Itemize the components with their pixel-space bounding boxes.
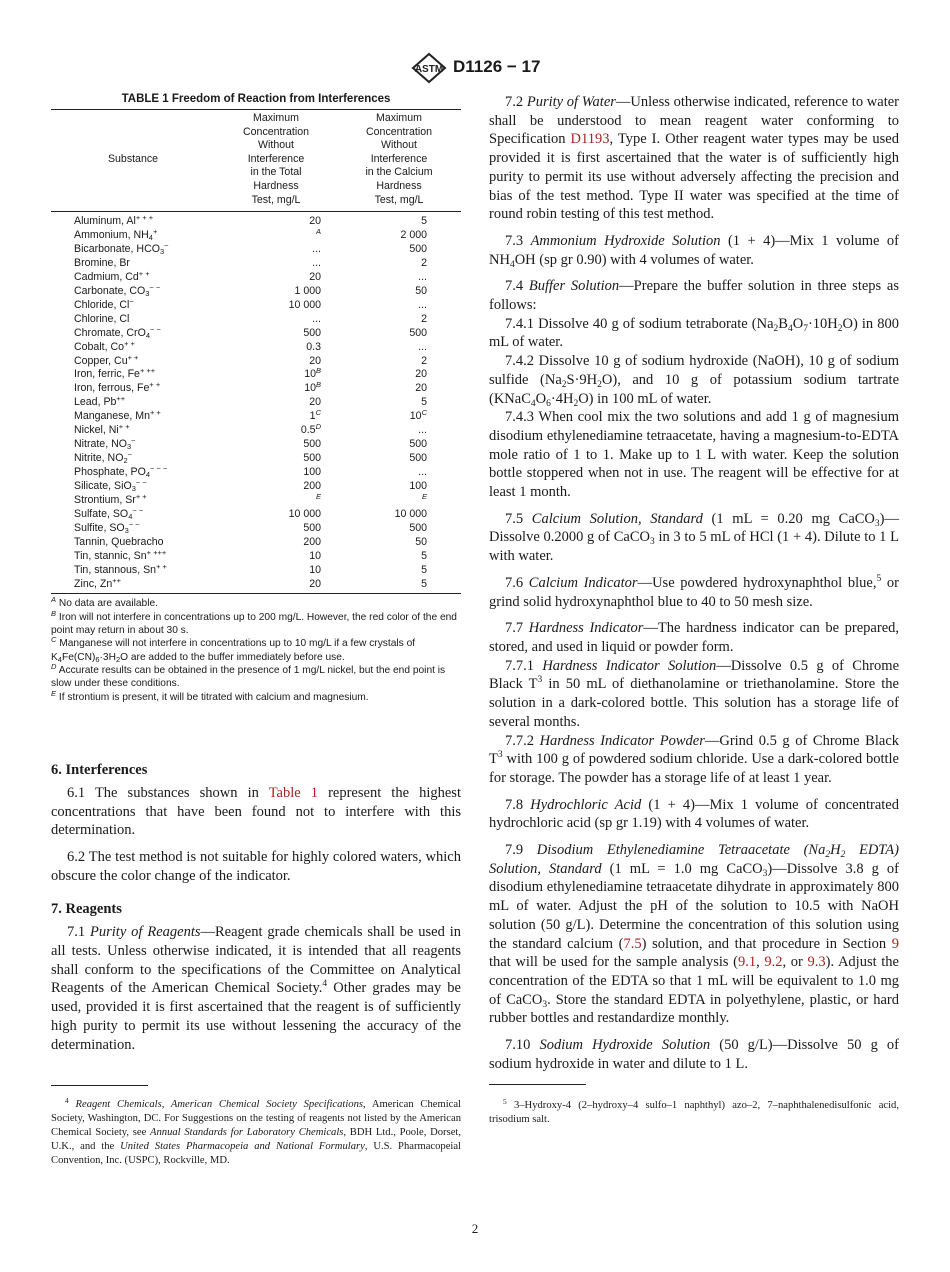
header-line: Concentration	[243, 125, 309, 138]
footnote-5: $^5$ 3–Hydroxy-4 (2–hydroxy–4 sulfo–1 naphthyl) azo–2, 7–naphthalenedisulfonic acid, trisodium salt.	[489, 1097, 899, 1126]
header-line: Test, mg/L	[374, 193, 424, 206]
cell-calcium: ...	[418, 340, 427, 353]
para-7-4-2: 7.4.2 Dissolve 10 g of sodium hydroxide (NaOH), 10 g of sodium sulfide $(Na_2S\cdot 9H_2O)$, and 10 g of potassium sodium tartrate $(KNaC_4O_6\cdot 4H_2O)$ in 100 mL of water.	[489, 353, 900, 409]
table-row	[51, 505, 461, 522]
para-7-2: 7.2 Purity of Water—Unless otherwise indicated, reference to water shall be understood to mean reagent water conforming to Specification D1193, Type I. Other reagent water types may be used provided it is first ascertained that the water is of sufficiently high purity to permit its use without adversely affecting the precision and bias of the test method. Type II water was specified at the time of round robin testing of this test method.	[489, 94, 899, 223]
cell-calcium: 50	[415, 284, 427, 297]
header-line: Hardness	[253, 179, 299, 192]
cell-calcium: 5	[421, 563, 427, 576]
cell-total: 10	[309, 563, 321, 576]
cell-calcium: 5	[421, 215, 427, 228]
cell-calcium: 50	[415, 535, 427, 548]
ref-9-2-link[interactable]: 9.2	[764, 954, 783, 971]
header-line: Maximum	[253, 112, 299, 124]
cell-total: ...	[312, 256, 321, 269]
cell-total: 20	[309, 396, 321, 409]
left-column	[51, 93, 461, 1168]
astm-logo-icon	[409, 52, 449, 84]
cell-substance: Chromate, CrO$_4$− −	[74, 324, 161, 340]
cell-calcium: ...	[418, 270, 427, 283]
para-7-10: 7.10 Sodium Hydroxide Solution (50 g/L)—Dissolve 50 g of sodium hydroxide in water and dilute to 1 L.	[489, 1037, 899, 1072]
cell-total: 20	[309, 270, 321, 283]
para-7-5: 7.5 Calcium Solution, Standard (1 mL = 0.20 mg CaCO$_3$)—Dissolve 0.2000 g of CaCO$_3$ in 3 to 5 mL of HCl (1 + 4). Dilute to 1 L with water.	[489, 510, 899, 565]
table-note-c: $^C$ Manganese will not interfere in concentrations up to 10 mg/L if a few crystals of $K_4Fe(CN)_6\cdot 3H_2O$ are added to the buffer immediately before use.	[51, 635, 416, 664]
cell-calcium: 100	[409, 479, 427, 492]
cell-calcium: 500	[409, 326, 427, 339]
table-row	[51, 452, 461, 466]
ref-section-9-link[interactable]: 9	[891, 935, 899, 952]
cell-total: 1$^C$	[309, 408, 321, 423]
cell-calcium: 2	[421, 256, 427, 269]
table-1-link[interactable]: Table 1	[268, 784, 319, 801]
header-total-hardness	[215, 112, 337, 207]
cell-total: 10 000	[288, 507, 321, 520]
table-row	[51, 536, 461, 550]
para-6-1: 6.1 The substances shown in Table 1 represent the highest concentrations that have been found not to interfere with this determination.	[51, 784, 461, 839]
cell-calcium: 2	[421, 354, 427, 367]
cell-substance: Sulfite, $SO_3^{- -}$	[74, 519, 140, 535]
ref-7-5-link[interactable]: 7.5	[623, 935, 642, 952]
table-note-b: $^B$ Iron will not interfere in concentrations up to 200 mg/L. However, the red color of the end point may return in about 30 s.	[51, 608, 457, 637]
cell-substance: Phosphate, $PO_4^{- - -}$	[74, 464, 168, 480]
cell-calcium: 500	[409, 438, 427, 451]
table-row	[51, 282, 461, 299]
para-7-9: 7.9 Disodium Ethylenediamine Tetraacetate ($Na_2H_2$ EDTA) Solution, Standard (1 mL = 1.0 mg CaCO$_3$)—Dissolve 3.8 g of disodium ethylenediamine tetraacetate dihydrate in approximately 800 mL of water. Adjust the pH of the solution to 10.5 with NaOH solution (50 g/L). Determine the concentration of this solution using the standard calcium (7.5) solution, and that procedure in Section 9 that will be used for the sample analysis (9.1, 9.2, or 9.3). Adjust the concentration of the EDTA so that 1 mL will be equivalent to 1.0 mg of CaCO$_3$. Store the standard EDTA in polyethylene, plastic, or hard rubber bottles and restandardize monthly.	[489, 842, 899, 1027]
table-row	[51, 438, 461, 452]
cell-total: ...	[312, 312, 321, 325]
table-row	[51, 352, 461, 369]
table-notes	[51, 597, 461, 703]
table-row	[51, 257, 461, 271]
table-note-e: $^E$ If strontium is present, it will be titrated with calcium and magnesium.	[51, 688, 369, 703]
cell-total: 20	[309, 577, 321, 590]
cell-substance: Bromine, Br	[74, 256, 130, 269]
header-substance: Substance	[107, 152, 159, 165]
cell-total: 10 000	[288, 298, 321, 311]
cell-substance: Strontium, Sr+ +	[74, 491, 147, 506]
table-row	[51, 215, 461, 229]
section-6-heading: 6. Interferences	[51, 761, 148, 778]
header-line: Concentration	[366, 125, 432, 138]
table-caption: TABLE 1 Freedom of Reaction from Interferences	[121, 93, 391, 105]
table-row	[51, 519, 461, 536]
cell-substance: Tin, stannous, Sn+ +	[74, 561, 167, 576]
cell-substance: Carbonate, $CO_3^{- -}$	[74, 282, 161, 298]
para-7-1: 7.1 Purity of Reagents—Reagent grade chemicals shall be used in all tests. Unless otherwise indicated, it is intended that all reagents shall conform to the specifications of the Committee on Analytical Reagents of the American Chemical Society.$^4$ Other grades may be used, provided it is first ascertained that the reagent is of sufficiently high purity to permit its use without lessening the accuracy of the determination.	[51, 924, 462, 1053]
cell-total: 200	[303, 535, 321, 548]
cell-total: 500	[303, 452, 321, 465]
cell-calcium: 20	[415, 382, 427, 395]
cell-calcium: 5	[421, 577, 427, 590]
header-line: in the Calcium	[365, 166, 433, 179]
ref-9-1-link[interactable]: 9.1	[737, 954, 757, 971]
cell-substance: Cobalt, Co+ +	[74, 338, 135, 353]
section-7-heading: 7. Reagents	[51, 901, 122, 918]
cell-substance: Tannin, Quebracho	[74, 535, 164, 548]
cell-substance: Ammonium, $NH_4^+$	[74, 227, 158, 243]
cell-calcium: ...	[418, 424, 427, 437]
para-7-8: 7.8 Hydrochloric Acid (1 + 4)—Mix 1 volume of concentrated hydrochloric acid (sp gr 1.19) with 4 volumes of water.	[489, 796, 899, 832]
para-6-2: 6.2 The test method is not suitable for highly colored waters, which obscure the color change of the indicator.	[51, 848, 461, 884]
table-row	[51, 410, 461, 424]
para-7-7-2: 7.7.2 Hardness Indicator Powder—Grind 0.5 g of Chrome Black $T^3$ with 100 g of powdered sodium chloride. Use a dark-colored bottle for storage. The powder has a storage life of at least 1 year.	[489, 732, 900, 786]
cell-substance: Chloride, Cl−	[74, 296, 134, 311]
table-row	[51, 547, 461, 564]
cell-substance: Aluminum, Al+ + +	[74, 213, 154, 228]
cell-substance: Iron, ferric, Fe+ ++	[74, 366, 156, 381]
cell-total: 10	[309, 549, 321, 562]
cell-substance: Sulfate, $SO_4^{- -}$	[74, 505, 144, 521]
cell-substance: Nickel, Ni+ +	[74, 422, 130, 437]
cell-total: 1 000	[294, 284, 321, 297]
cell-substance: Copper, Cu+ +	[74, 352, 139, 367]
cell-substance: Lead, Pb++	[74, 394, 126, 409]
header-line: Maximum	[376, 112, 422, 124]
para-7-4-1: 7.4.1 Dissolve 40 g of sodium tetraborate $(Na_2B_4O_7\cdot 10H_2O)$ in 800 mL of water.	[489, 315, 899, 351]
table-row	[51, 243, 461, 257]
cell-substance: Tin, stannic, Sn+ +++	[74, 547, 167, 562]
table-row	[51, 313, 461, 327]
header-line: Test, mg/L	[251, 193, 301, 206]
cell-calcium: 10$^C$	[409, 408, 427, 423]
svg-text:ASTM: ASTM	[414, 64, 444, 75]
cell-total: 200	[303, 479, 321, 492]
cell-calcium: 500	[409, 243, 427, 256]
page-header	[0, 52, 950, 86]
table-body	[51, 212, 461, 594]
header-line: Without	[381, 139, 417, 152]
header-line: in the Total	[250, 166, 302, 179]
header-line: Hardness	[376, 179, 422, 192]
table-row	[51, 382, 461, 396]
ref-9-3-link[interactable]: 9.3	[807, 954, 826, 971]
cell-total: 500	[303, 521, 321, 534]
table-row	[51, 396, 461, 410]
header-line: Interference	[247, 152, 305, 165]
cell-substance: Iron, ferrous, Fe+ +	[74, 380, 161, 395]
footnote-4: $^4$ Reagent Chemicals, American Chemical Society Specifications, American Chemical Society, Washington, DC. For Suggestions on the testing of reagents not listed by the American Chemical Society, see Annual Standards for Laboratory Chemicals, BDH Ltd., Poole, Dorset, U.K., and the United States Pharmacopeia and National Formulary, U.S. Pharmacopeial Convention, Inc. (USPC), Rockville, MD.	[51, 1096, 461, 1167]
header-line: Interference	[370, 152, 428, 165]
cell-calcium: 2 000	[400, 229, 427, 242]
cell-calcium: 500	[409, 452, 427, 465]
cell-total: 100	[303, 466, 321, 479]
cell-substance: Cadmium, Cd+ +	[74, 268, 150, 283]
cell-total: 500	[303, 438, 321, 451]
cell-substance: Chlorine, Cl	[74, 312, 130, 325]
table-note-d: $^D$ Accurate results can be obtained in the presence of 1 mg/L nickel, but the end point is slow under these conditions.	[51, 661, 446, 690]
cell-total: ...	[312, 243, 321, 256]
table-row	[51, 268, 461, 285]
table-row	[51, 466, 461, 480]
right-column	[489, 93, 899, 1127]
para-7-4: 7.4 Buffer Solution—Prepare the buffer solution in three steps as follows:	[489, 278, 899, 314]
cell-calcium: ...	[418, 298, 427, 311]
cell-total: A	[315, 227, 321, 237]
cell-calcium: 5	[421, 396, 427, 409]
para-7-7: 7.7 Hardness Indicator—The hardness indicator can be prepared, stored, and used in liquid or powder form.	[489, 620, 900, 655]
table-row	[51, 575, 461, 592]
cell-total: 500	[303, 326, 321, 339]
cell-total: 20	[309, 215, 321, 228]
header-line: Without	[258, 139, 294, 152]
cell-total: 10$^B$	[304, 366, 321, 381]
cell-substance: Zinc, Zn++	[74, 575, 122, 590]
table-row	[51, 424, 461, 438]
cell-substance: Silicate, SiO$_3$− −	[74, 477, 147, 493]
para-7-4-3: 7.4.3 When cool mix the two solutions and add 1 g of magnesium disodium ethylenediamine tetraacetate, having a magnesium-to-EDTA mole ratio of 1 to 1. Make up to 1 L with water. Keep the solution bottle stoppered when not in use. The reagent will be effective for at least 1 month.	[489, 409, 899, 501]
cell-substance: Manganese, Mn+ +	[74, 408, 161, 423]
table-row	[51, 368, 461, 382]
table-row	[51, 296, 461, 313]
cell-total: 10$^B$	[304, 380, 321, 395]
d1193-link[interactable]: D1193	[570, 131, 610, 148]
table-note-a: $^A$ No data are available.	[51, 595, 158, 610]
cell-calcium: 10 000	[394, 507, 427, 520]
cell-calcium: 2	[421, 312, 427, 325]
table-row	[51, 491, 461, 508]
cell-calcium: 500	[409, 521, 427, 534]
cell-total: E	[315, 491, 321, 501]
para-7-7-1: 7.7.1 Hardness Indicator Solution—Dissolve 0.5 g of Chrome Black $T^3$ in 50 mL of diethanolamine or triethanolamine. Store the solution in a dark-colored bottle. This solution has a storage life of several months.	[489, 657, 899, 730]
cell-calcium: 20	[415, 368, 427, 381]
header-calcium-hardness	[337, 112, 461, 207]
cell-total: 0.5$^D$	[300, 422, 321, 437]
page-number: 2	[471, 1221, 479, 1236]
cell-calcium: 5	[421, 549, 427, 562]
table-row	[51, 324, 461, 341]
table-row	[51, 338, 461, 355]
cell-substance: Nitrite, $NO_2^-$	[74, 450, 133, 466]
para-7-3: 7.3 Ammonium Hydroxide Solution (1 + 4)—Mix 1 volume of $NH_4OH$ (sp gr 0.90) with 4 volumes of water.	[489, 232, 899, 270]
table-header	[51, 110, 461, 212]
cell-substance: Nitrate, $NO_3^-$	[74, 436, 136, 452]
para-7-6: 7.6 Calcium Indicator—Use powdered hydroxynaphthol blue,$^5$ or grind solid hydroxynaphthol blue to 40 to 50 mesh size.	[489, 573, 899, 610]
cell-calcium: E	[421, 491, 427, 501]
cell-total: 0.3	[306, 340, 321, 353]
cell-calcium: ...	[418, 466, 427, 479]
standard-designation: D1126 − 17	[453, 57, 541, 76]
cell-total: 20	[309, 354, 321, 367]
table-row	[51, 477, 461, 494]
table-row	[51, 229, 461, 243]
cell-substance: Bicarbonate, $HCO_3^-$	[74, 241, 169, 257]
